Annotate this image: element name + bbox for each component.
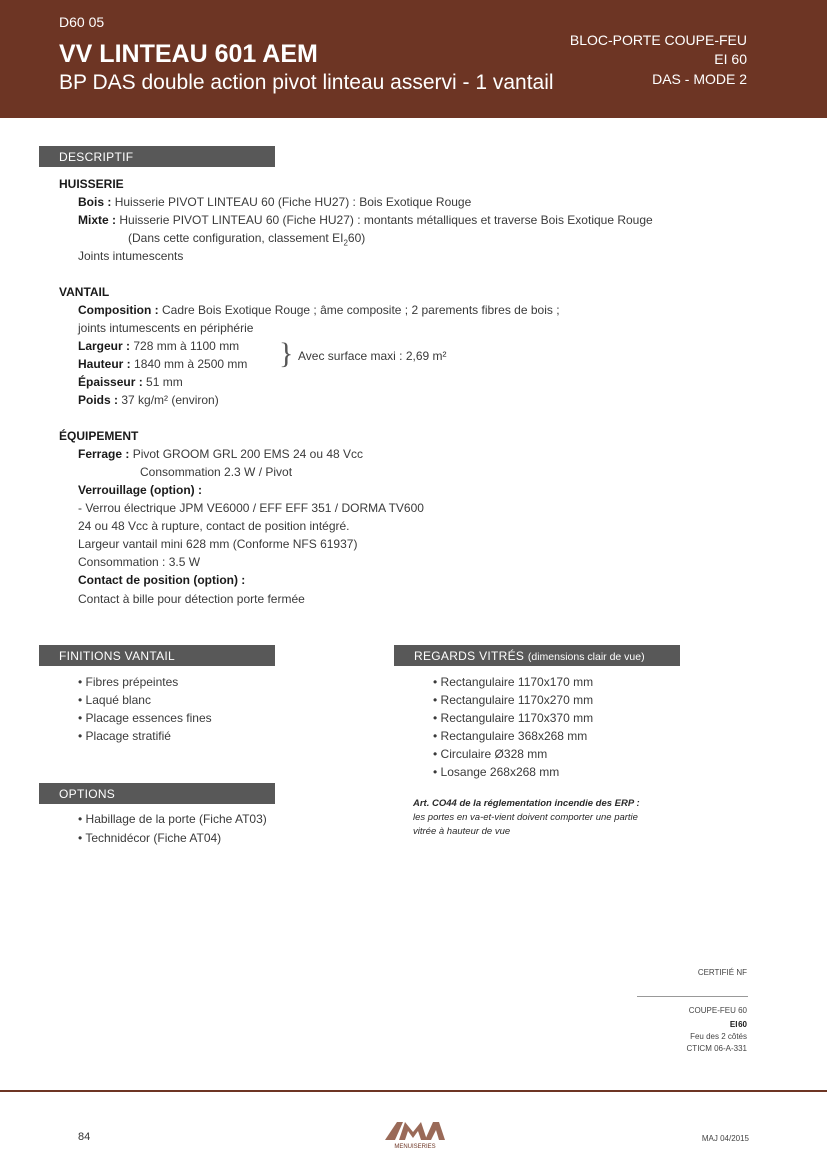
huisserie-bois (78, 195, 471, 210)
largeur-label: Largeur : (78, 339, 131, 353)
fire-rating-label: EI 60 (714, 51, 747, 67)
mixte-text: Huisserie PIVOT LINTEAU 60 (Fiche HU27) : montants métalliques et traverse Bois Exotique Rouge (119, 213, 653, 227)
joints-text: Joints intumescents (78, 249, 184, 263)
section-bar-descriptif: DESCRIPTIF (39, 146, 275, 167)
mixte-label: Mixte : (78, 213, 117, 227)
section-bar-finitions: FINITIONS VANTAIL (39, 645, 275, 666)
regard-item: • Rectangulaire 1170x170 mm (433, 675, 593, 690)
mixte-note (128, 231, 365, 250)
certification-divider (637, 996, 748, 997)
ferrage-label: Ferrage : (78, 447, 130, 461)
regard-item: • Circulaire Ø328 mm (433, 747, 547, 762)
heading-equipement: ÉQUIPEMENT (59, 429, 139, 443)
largeur-text: 728 mm à 1100 mm (133, 339, 240, 353)
feu-label: Feu des 2 côtés (690, 1032, 747, 1041)
poids-text: 37 kg/m² (environ) (121, 393, 219, 407)
section-bar-options: OPTIONS (39, 783, 275, 804)
surface-text: Avec surface maxi : 2,69 m² (298, 349, 447, 363)
ei-rating: EI 60 (729, 1020, 747, 1029)
verrouillage-line-4: Consommation : 3.5 W (78, 555, 201, 569)
verrouillage-line-1: - Verrou électrique JPM VE6000 / EFF EFF 351 / DORMA TV600 (78, 501, 424, 515)
mixte-note-a: (Dans cette configuration, classement EI (128, 231, 344, 245)
ferrage-consommation: Consommation 2.3 W / Pivot (140, 465, 293, 479)
regard-item: • Losange 268x268 mm (433, 765, 559, 780)
option-item: • Technidécor (Fiche AT04) (78, 831, 221, 846)
header-banner (0, 0, 827, 118)
verrouillage-line-3: Largeur vantail mini 628 mm (Conforme NFS 61937) (78, 537, 358, 551)
hauteur-text: 1840 mm à 2500 mm (134, 357, 248, 371)
page-subtitle: BP DAS double action pivot linteau asservi - 1 vantail (59, 71, 554, 94)
das-mode-label: DAS - MODE 2 (652, 71, 747, 87)
regard-item: • Rectangulaire 1170x270 mm (433, 693, 593, 708)
page-number: 84 (78, 1131, 91, 1143)
contact-text: Contact à bille pour détection porte fermée (78, 592, 305, 606)
update-date: MAJ 04/2015 (701, 1134, 749, 1143)
vantail-composition (78, 303, 560, 318)
option-item: • Habillage de la porte (Fiche AT03) (78, 812, 267, 827)
heading-vantail: VANTAIL (59, 285, 110, 299)
category-label: BLOC-PORTE COUPE-FEU (569, 32, 747, 48)
section-bar-regards (394, 645, 680, 666)
verrouillage-line-2: 24 ou 48 Vcc à rupture, contact de position intégré. (78, 519, 350, 533)
ferrage-text: Pivot GROOM GRL 200 EMS 24 ou 48 Vcc (132, 447, 364, 461)
regards-heading: REGARDS VITRÉS (414, 649, 525, 663)
regards-heading-small: (dimensions clair de vue) (527, 651, 645, 663)
certifie-nf-label: CERTIFIÉ NF (697, 968, 747, 977)
contact-label (78, 573, 245, 588)
composition-text-2: joints intumescents en périphérie (78, 321, 254, 335)
document-code: D60 05 (59, 14, 105, 30)
cticm-ref: CTICM 06-A-331 (686, 1044, 747, 1053)
contact-label-text: Contact de position (option) : (78, 573, 246, 587)
erp-note-line-1: les portes en va-et-vient doivent comporter une partie (413, 812, 638, 823)
regard-item: • Rectangulaire 1170x370 mm (433, 711, 593, 726)
verrouillage-label-text: Verrouillage (option) : (78, 483, 203, 497)
verrouillage-label (78, 483, 202, 498)
vantail-hauteur (78, 357, 247, 372)
finition-item: • Placage stratifié (78, 729, 171, 744)
logo-text: MENUISERIES (394, 1144, 436, 1150)
erp-note-title: Art. CO44 de la réglementation incendie des ERP : (413, 798, 640, 809)
finition-item: • Placage essences fines (78, 711, 212, 726)
company-logo (383, 1116, 447, 1150)
mixte-note-b: 60) (347, 231, 366, 245)
hauteur-label: Hauteur : (78, 357, 131, 371)
equipement-ferrage (78, 447, 363, 462)
footer-divider (0, 1090, 827, 1092)
finition-item: • Laqué blanc (78, 693, 151, 708)
erp-note-line-2: vitrée à hauteur de vue (413, 826, 511, 837)
vantail-epaisseur (78, 375, 183, 390)
heading-huisserie: HUISSERIE (59, 177, 124, 191)
regard-item: • Rectangulaire 368x268 mm (433, 729, 587, 744)
huisserie-mixte (78, 213, 653, 228)
coupe-feu-label: COUPE-FEU 60 (688, 1006, 747, 1015)
poids-label: Poids : (78, 393, 119, 407)
epaisseur-text: 51 mm (146, 375, 183, 389)
bois-label: Bois : (78, 195, 112, 209)
composition-label: Composition : (78, 303, 159, 317)
page-title: VV LINTEAU 601 AEM (59, 40, 318, 68)
bois-text: Huisserie PIVOT LINTEAU 60 (Fiche HU27) : Bois Exotique Rouge (114, 195, 472, 209)
finition-item: • Fibres prépeintes (78, 675, 178, 690)
vantail-poids (78, 393, 219, 408)
mixte-note-sub: 2 (343, 238, 348, 248)
brace-symbol: } (279, 337, 294, 370)
epaisseur-label: Épaisseur : (78, 375, 143, 389)
composition-text: Cadre Bois Exotique Rouge ; âme composite ; 2 parements fibres de bois ; (162, 303, 560, 317)
vantail-largeur (78, 339, 239, 354)
